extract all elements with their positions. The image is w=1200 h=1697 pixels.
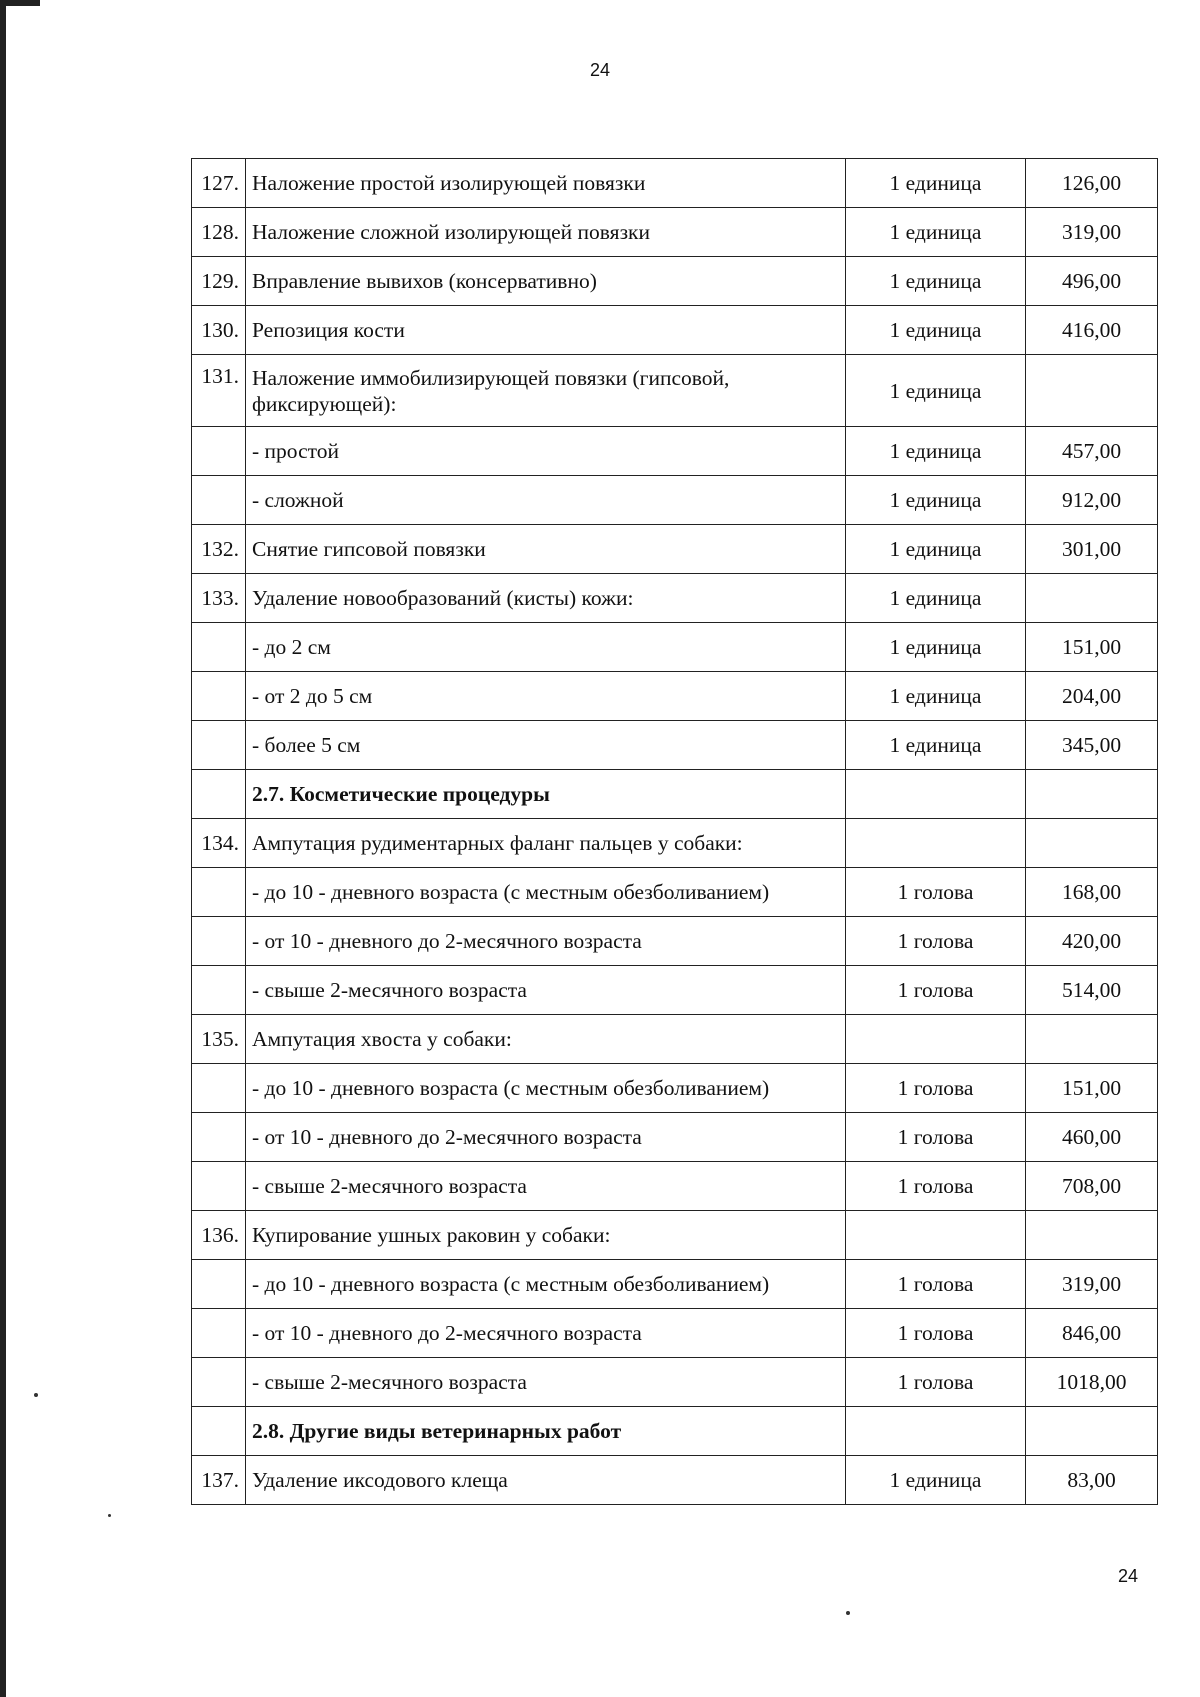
service-name: Наложение простой изолирующей повязки [246,159,846,208]
row-number [192,672,246,721]
table-row [192,868,1158,917]
unit-cell: 1 голова [846,1309,1026,1358]
service-name: - от 10 - дневного до 2-месячного возраста [246,917,846,966]
unit-cell: 1 единица [846,257,1026,306]
unit-cell [846,1015,1026,1064]
unit-cell: 1 голова [846,1358,1026,1407]
price-cell: 1018,00 [1026,1358,1158,1407]
table-row [192,574,1158,623]
table-row [192,476,1158,525]
service-name: Наложение сложной изолирующей повязки [246,208,846,257]
unit-cell: 1 единица [846,306,1026,355]
scan-speck [34,1393,38,1397]
price-cell: 457,00 [1026,427,1158,476]
unit-cell: 1 единица [846,672,1026,721]
service-name: Репозиция кости [246,306,846,355]
service-name: - до 10 - дневного возраста (с местным обезболиванием) [246,868,846,917]
price-cell: 912,00 [1026,476,1158,525]
page-number-bottom: 24 [1118,1566,1139,1586]
price-cell [1026,770,1158,819]
unit-cell: 1 голова [846,966,1026,1015]
table-row [192,355,1158,427]
table-row [192,1015,1158,1064]
scan-speck [108,1514,111,1517]
row-number [192,966,246,1015]
price-cell [1026,1015,1158,1064]
row-number [192,1309,246,1358]
price-cell: 846,00 [1026,1309,1158,1358]
unit-cell: 1 единица [846,1456,1026,1505]
row-number: 131. [192,355,246,427]
row-number: 135. [192,1015,246,1064]
unit-cell: 1 единица [846,355,1026,427]
table-row [192,1456,1158,1505]
section-heading: 2.8. Другие виды ветеринарных работ [246,1407,846,1456]
table-row [192,623,1158,672]
price-cell: 496,00 [1026,257,1158,306]
service-name: Наложение иммобилизирующей повязки (гипсовой, фиксирующей): [246,355,846,427]
service-name: - от 10 - дневного до 2-месячного возраста [246,1309,846,1358]
unit-cell: 1 единица [846,427,1026,476]
section-row [192,770,1158,819]
table-row [192,917,1158,966]
row-number: 129. [192,257,246,306]
price-cell: 460,00 [1026,1113,1158,1162]
price-cell: 168,00 [1026,868,1158,917]
service-name: - от 10 - дневного до 2-месячного возраста [246,1113,846,1162]
table-row [192,1113,1158,1162]
service-name: - свыше 2-месячного возраста [246,966,846,1015]
price-cell: 126,00 [1026,159,1158,208]
service-name: - до 2 см [246,623,846,672]
price-table [191,158,1158,1505]
unit-cell [846,1211,1026,1260]
row-number [192,427,246,476]
price-cell: 151,00 [1026,623,1158,672]
price-cell: 83,00 [1026,1456,1158,1505]
scan-edge [0,0,6,1697]
price-cell: 204,00 [1026,672,1158,721]
row-number: 128. [192,208,246,257]
service-name: - простой [246,427,846,476]
row-number [192,1407,246,1456]
row-number [192,1162,246,1211]
unit-cell: 1 единица [846,623,1026,672]
price-cell: 514,00 [1026,966,1158,1015]
unit-cell [846,819,1026,868]
service-name: - сложной [246,476,846,525]
row-number [192,1064,246,1113]
service-name: Вправление вывихов (консервативно) [246,257,846,306]
table-row [192,159,1158,208]
price-cell: 345,00 [1026,721,1158,770]
service-name: Удаление новообразований (кисты) кожи: [246,574,846,623]
table-row [192,672,1158,721]
service-name: Удаление иксодового клеща [246,1456,846,1505]
unit-cell: 1 единица [846,721,1026,770]
table-row [192,966,1158,1015]
table-row [192,1309,1158,1358]
row-number: 130. [192,306,246,355]
row-number [192,623,246,672]
price-cell: 301,00 [1026,525,1158,574]
row-number: 137. [192,1456,246,1505]
table-row [192,208,1158,257]
price-cell: 708,00 [1026,1162,1158,1211]
row-number [192,1260,246,1309]
unit-cell: 1 голова [846,868,1026,917]
table-row [192,427,1158,476]
service-name: - свыше 2-месячного возраста [246,1162,846,1211]
price-cell: 420,00 [1026,917,1158,966]
row-number: 134. [192,819,246,868]
row-number [192,868,246,917]
table-row [192,525,1158,574]
service-name: - до 10 - дневного возраста (с местным обезболиванием) [246,1064,846,1113]
scan-corner [0,0,40,6]
unit-cell [846,1407,1026,1456]
price-cell: 416,00 [1026,306,1158,355]
price-cell [1026,574,1158,623]
unit-cell: 1 единица [846,159,1026,208]
service-name: Ампутация хвоста у собаки: [246,1015,846,1064]
price-cell [1026,819,1158,868]
row-number: 136. [192,1211,246,1260]
service-name: Купирование ушных раковин у собаки: [246,1211,846,1260]
price-cell [1026,355,1158,427]
table-row [192,1211,1158,1260]
row-number [192,917,246,966]
row-number [192,770,246,819]
unit-cell: 1 единица [846,208,1026,257]
unit-cell [846,770,1026,819]
table-row [192,819,1158,868]
unit-cell: 1 единица [846,476,1026,525]
service-name: - до 10 - дневного возраста (с местным обезболиванием) [246,1260,846,1309]
table-row [192,306,1158,355]
row-number [192,721,246,770]
scan-speck [846,1611,850,1615]
service-name: - свыше 2-месячного возраста [246,1358,846,1407]
service-name: - от 2 до 5 см [246,672,846,721]
unit-cell: 1 голова [846,917,1026,966]
row-number [192,1113,246,1162]
service-name: - более 5 см [246,721,846,770]
table-row [192,1358,1158,1407]
row-number: 127. [192,159,246,208]
section-row [192,1407,1158,1456]
service-name: Ампутация рудиментарных фаланг пальцев у собаки: [246,819,846,868]
table-row [192,257,1158,306]
service-name: Снятие гипсовой повязки [246,525,846,574]
price-cell: 319,00 [1026,208,1158,257]
unit-cell: 1 голова [846,1260,1026,1309]
unit-cell: 1 единица [846,525,1026,574]
price-cell: 319,00 [1026,1260,1158,1309]
price-cell [1026,1407,1158,1456]
row-number [192,1358,246,1407]
table-row [192,1260,1158,1309]
section-heading: 2.7. Косметические процедуры [246,770,846,819]
table-row [192,721,1158,770]
unit-cell: 1 голова [846,1162,1026,1211]
price-cell [1026,1211,1158,1260]
unit-cell: 1 голова [846,1064,1026,1113]
page-number-top: 24 [589,60,611,80]
price-cell: 151,00 [1026,1064,1158,1113]
unit-cell: 1 голова [846,1113,1026,1162]
row-number [192,476,246,525]
table-row [192,1064,1158,1113]
unit-cell: 1 единица [846,574,1026,623]
row-number: 132. [192,525,246,574]
row-number: 133. [192,574,246,623]
table-row [192,1162,1158,1211]
